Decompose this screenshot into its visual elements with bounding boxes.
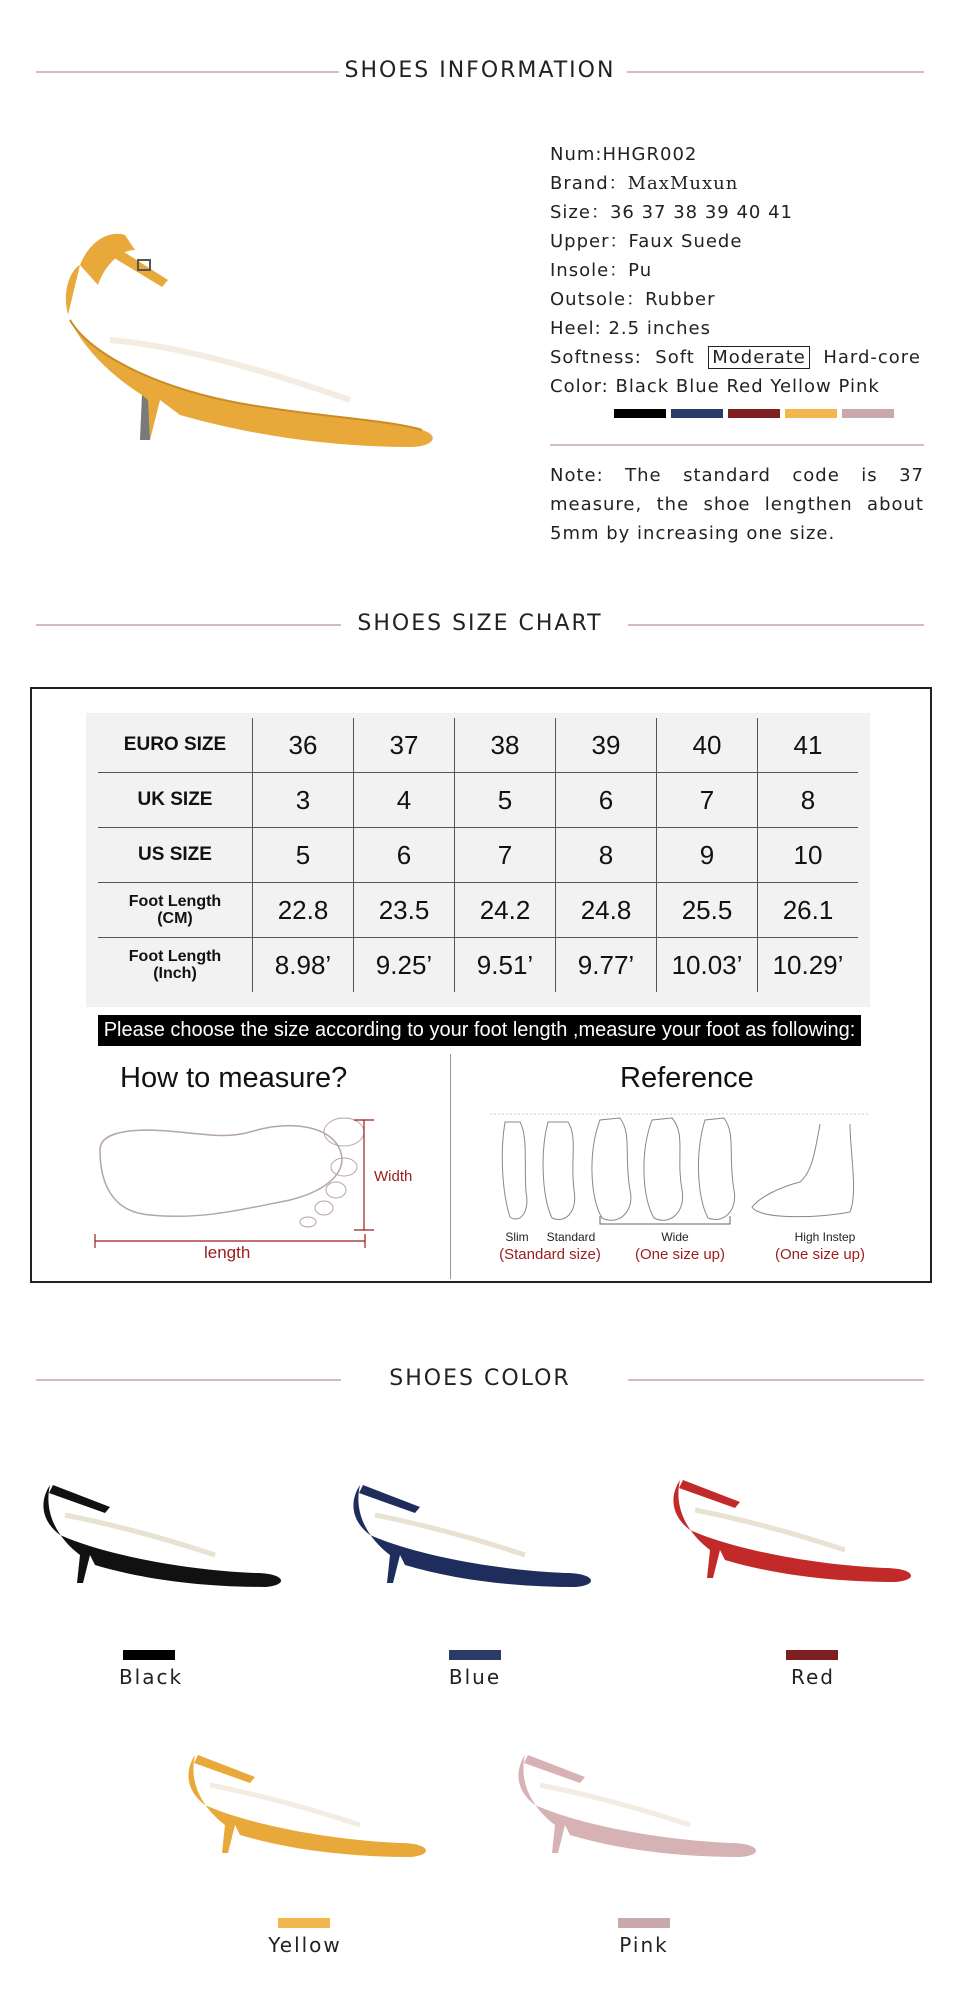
ref-wide-label: Wide [661,1230,689,1244]
section-title-information: SHOES INFORMATION [344,58,616,83]
table-row: UK SIZE 3 4 5 6 7 8 [98,773,858,828]
color-label-black: Black [118,1665,184,1689]
size-note: Note: The standard code is 37 measure, the shoe lengthen about 5mm by increasing one size. [550,465,924,544]
reference-title: Reference [620,1062,754,1094]
length-label: length [204,1243,251,1262]
info-divider [550,444,924,446]
swatch-blue [671,409,723,418]
product-info [550,140,930,401]
shoe-image-blue [345,1455,605,1595]
shoe-image-black [35,1455,295,1595]
color-label-yellow: Yellow [268,1933,342,1957]
product-upper: Upper：Faux Suede [550,231,743,252]
color-label-blue: Blue [448,1665,502,1689]
how-to-measure-title: How to measure? [120,1062,348,1094]
table-row: US SIZE 5 6 7 8 9 10 [98,828,858,883]
shoe-image-pink [510,1725,770,1865]
width-label: Width [374,1168,413,1185]
color-bar-pink [618,1918,670,1928]
table-row: EURO SIZE 36 37 38 39 40 41 [98,718,858,773]
table-row: Foot Length (Inch) 8.98’ 9.25’ 9.51’ 9.77’ 10.03’ 10.29’ [98,938,858,993]
product-image-yellow-shoe [50,225,490,455]
product-outsole: Outsole：Rubber [550,289,716,310]
color-bar-blue [449,1650,501,1660]
section-header-size-chart [0,605,960,645]
color-bar-yellow [278,1918,330,1928]
swatch-red [728,409,780,418]
product-sizes: Size：36 37 38 39 40 41 [550,202,793,223]
softness-selected: Moderate [708,346,810,369]
color-bar-black [123,1650,175,1660]
section-title-color: SHOES COLOR [389,1366,571,1391]
shoe-image-yellow [180,1725,440,1865]
ref-one-size-up-wide: (One size up) [634,1246,726,1263]
ref-slim-label: Slim [505,1230,529,1244]
product-softness: Softness: Soft Moderate Hard-core [550,347,921,368]
measure-banner: Please choose the size according to your foot length ,measure your foot as following: [98,1015,861,1046]
foot-outline-diagram [90,1110,420,1255]
swatch-yellow [785,409,837,418]
section-header-color [0,1360,960,1400]
product-heel: Heel: 2.5 inches [550,318,711,339]
swatch-pink [842,409,894,418]
product-colors: Color: Black Blue Red Yellow Pink [550,376,880,397]
swatch-black [614,409,666,418]
shoe-image-red [665,1450,925,1590]
color-bar-red [786,1650,838,1660]
ref-high-instep-label: High Instep [794,1230,856,1244]
ref-standard-label: Standard [546,1230,596,1244]
product-insole: Insole：Pu [550,260,653,281]
product-number: Num:HHGR002 [550,144,698,165]
ref-standard-size: (Standard size) [499,1246,601,1263]
foot-types-diagram [490,1112,870,1227]
color-label-pink: Pink [619,1933,669,1957]
size-table [98,718,858,992]
product-brand: Brand：MaxMuxun [550,173,739,194]
section-title-size-chart: SHOES SIZE CHART [357,611,603,636]
table-row: Foot Length (CM) 22.8 23.5 24.2 24.8 25.5 26.1 [98,883,858,938]
ref-one-size-up-instep: (One size up) [774,1246,866,1263]
color-label-red: Red [791,1665,835,1689]
section-header-information [0,52,960,92]
